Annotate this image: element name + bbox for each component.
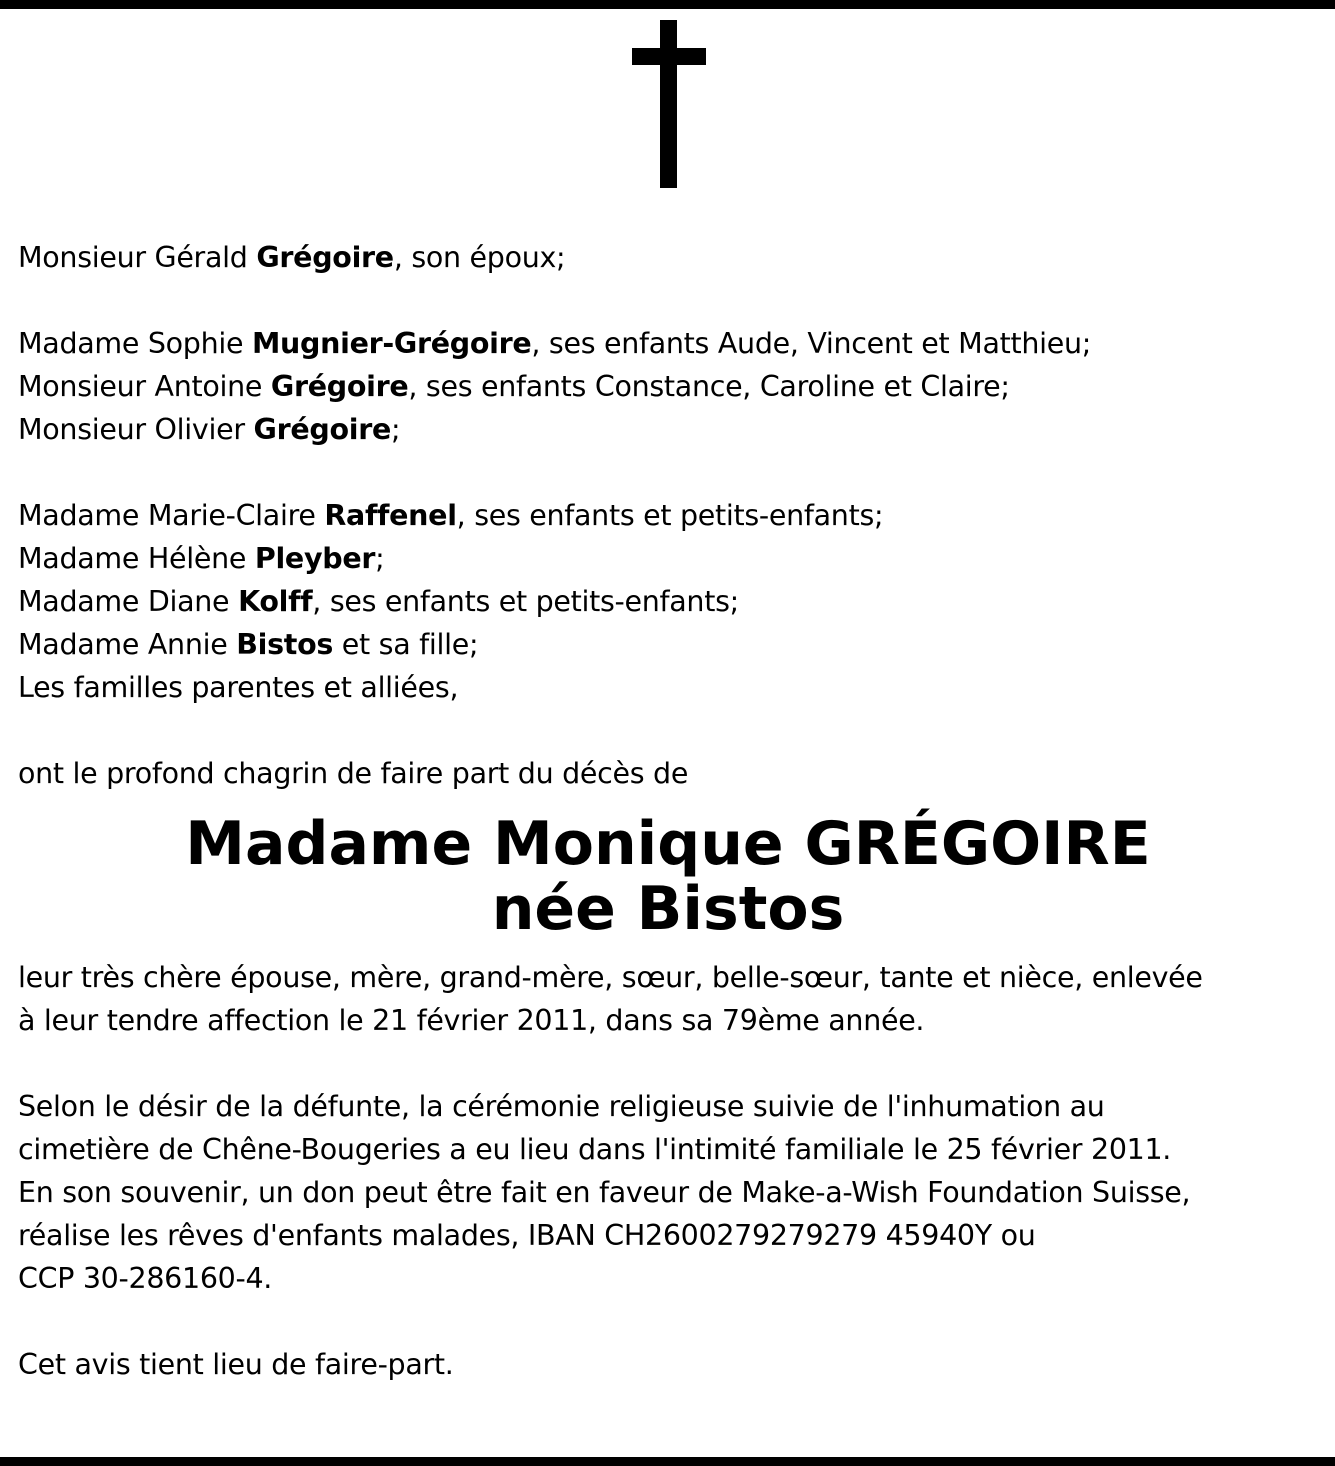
family-suffix: , ses enfants Aude, Vincent et Matthieu;: [531, 327, 1092, 360]
family-prefix: Madame Sophie: [18, 327, 244, 360]
family-suffix: ;: [391, 413, 401, 446]
deceased-name: Madame Monique GRÉGOIRE: [185, 809, 1151, 879]
families-line: Les familles parentes et alliées,: [18, 671, 459, 704]
family-surname: Kolff: [238, 585, 313, 618]
cross-horizontal-bar: [632, 48, 706, 65]
family-line-child: [18, 365, 1318, 408]
family-line-sibling: [18, 494, 1318, 537]
deceased-name-block: [18, 809, 1318, 944]
family-suffix: , ses enfants et petits-enfants;: [456, 499, 884, 532]
top-rule: [0, 0, 1335, 9]
family-line-sibling: [18, 580, 1318, 623]
closing-line: Cet avis tient lieu de faire-part.: [18, 1348, 454, 1381]
family-prefix: Madame Annie: [18, 628, 228, 661]
family-surname: Pleyber: [254, 542, 376, 575]
family-surname: Raffenel: [324, 499, 457, 532]
family-line-child: [18, 408, 1318, 451]
family-suffix: et sa fille;: [333, 628, 479, 661]
family-prefix: Madame Diane: [18, 585, 230, 618]
family-line-spouse: [18, 236, 1318, 279]
family-prefix: Madame Marie-Claire: [18, 499, 316, 532]
description-line: à leur tendre affection le 21 février 2011, dans sa 79ème année.: [18, 1004, 925, 1037]
family-surname: Bistos: [236, 628, 334, 661]
ceremony-line: réalise les rêves d'enfants malades, IBAN CH2600279279279 45940Y ou: [18, 1219, 1036, 1252]
description-line: leur très chère épouse, mère, grand-mère, sœur, belle-sœur, tante et nièce, enlevée: [18, 961, 1203, 994]
ceremony-line: CCP 30-286160-4.: [18, 1262, 273, 1295]
deceased-maiden-name: née Bistos: [491, 874, 845, 944]
obituary-text: [18, 236, 1318, 1386]
announcement-line: ont le profond chagrin de faire part du décès de: [18, 757, 689, 790]
family-prefix: Monsieur Olivier: [18, 413, 245, 446]
family-prefix: Monsieur Gérald: [18, 241, 248, 274]
ceremony-line: Selon le désir de la défunte, la cérémonie religieuse suivie de l'inhumation au: [18, 1090, 1105, 1123]
family-suffix: , son époux;: [393, 241, 566, 274]
family-prefix: Monsieur Antoine: [18, 370, 263, 403]
family-suffix: , ses enfants et petits-enfants;: [312, 585, 739, 618]
bottom-rule: [0, 1457, 1335, 1466]
ceremony-line: En son souvenir, un don peut être fait en faveur de Make-a-Wish Foundation Suisse,: [18, 1176, 1191, 1209]
cross-icon: [632, 20, 706, 188]
family-line-sibling: [18, 623, 1318, 666]
family-prefix: Madame Hélène: [18, 542, 247, 575]
family-suffix: ;: [375, 542, 385, 575]
family-line-sibling: [18, 537, 1318, 580]
cross-vertical-bar: [660, 20, 677, 188]
family-surname: Grégoire: [270, 370, 409, 403]
family-line-child: [18, 322, 1318, 365]
family-surname: Mugnier-Grégoire: [251, 327, 532, 360]
ceremony-line: cimetière de Chêne-Bougeries a eu lieu dans l'intimité familiale le 25 février 2011.: [18, 1133, 1172, 1166]
family-suffix: , ses enfants Constance, Caroline et Claire;: [408, 370, 1010, 403]
family-surname: Grégoire: [256, 241, 394, 274]
family-surname: Grégoire: [253, 413, 392, 446]
